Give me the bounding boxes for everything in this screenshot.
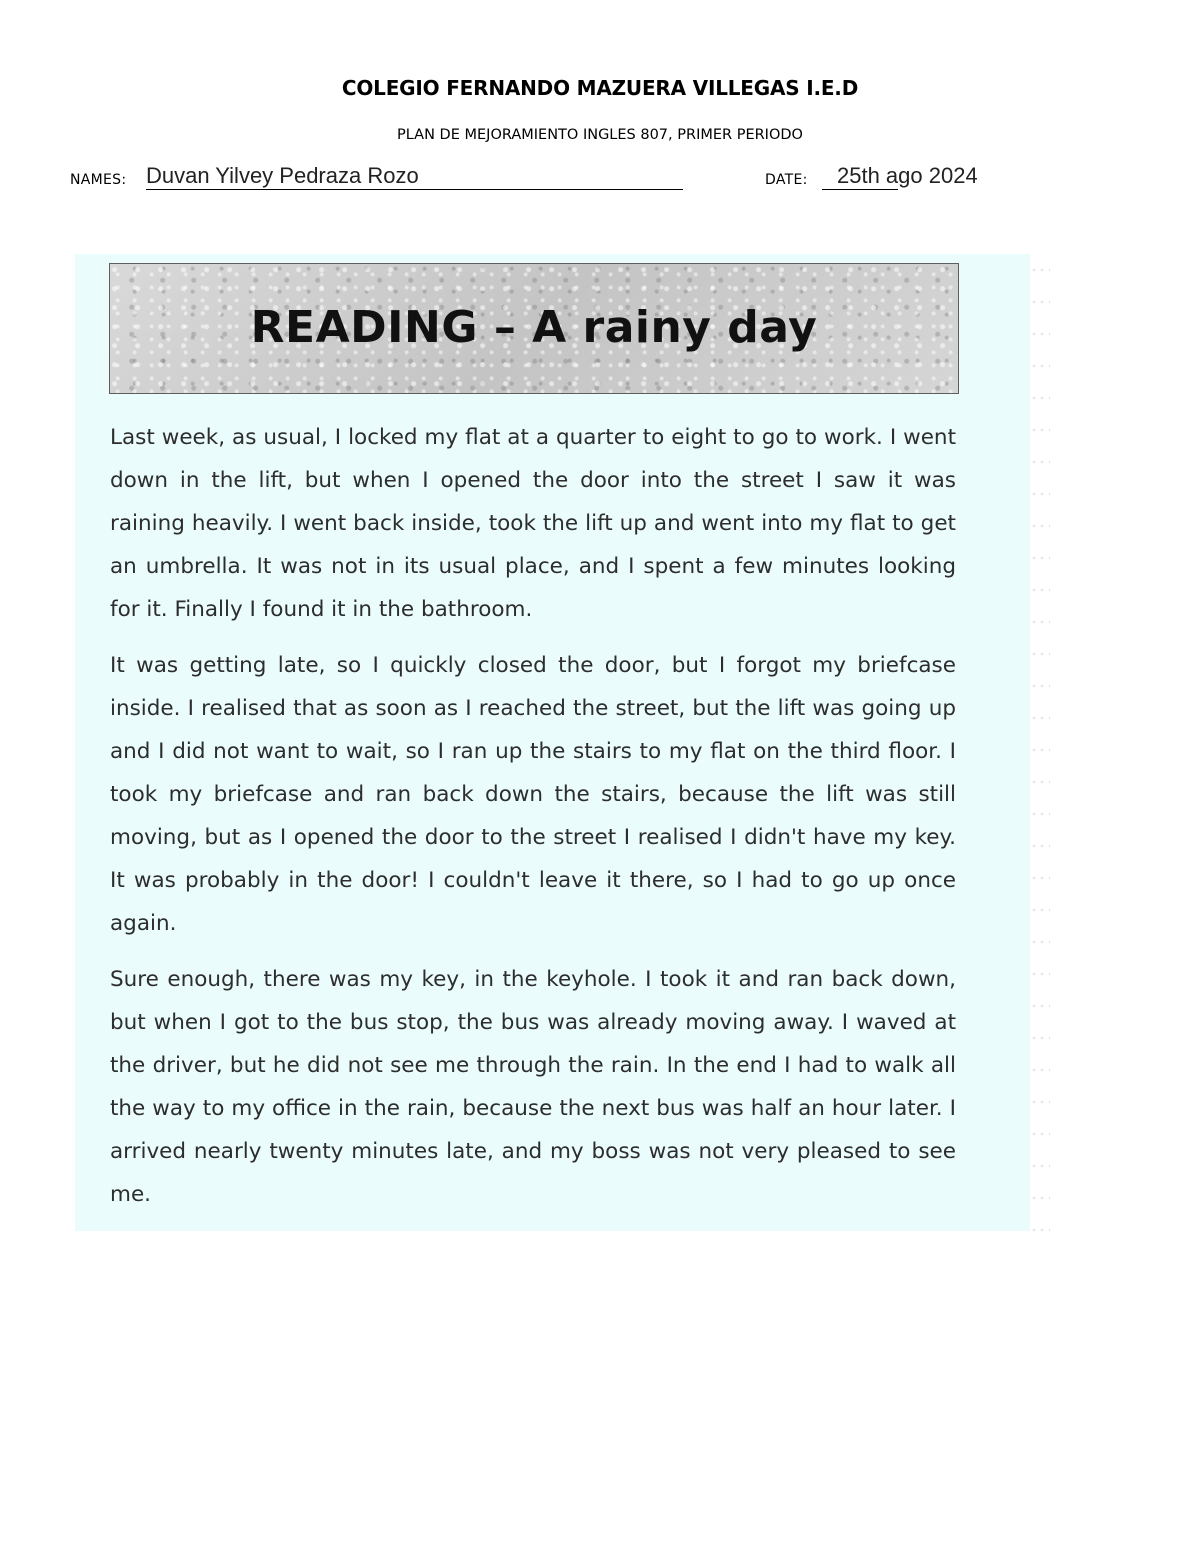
- plan-subtitle: PLAN DE MEJORAMIENTO INGLES 807, PRIMER PERIODO: [397, 127, 803, 143]
- names-field[interactable]: Duvan Yilvey Pedraza Rozo: [146, 163, 683, 190]
- reading-paragraph-2: It was getting late, so I quickly closed the door, but I forgot my briefcase inside. I realised that as soon as I reached the street, but the lift was going up and I did not want to wait, so I ran up the stairs to my flat on the third floor. I took my briefcase and ran back down the stairs, because the lift was still moving, but as I opened the door to the street I realised I didn't have my key. It was probably in the door! I couldn't leave it there, so I had to go up once again.: [110, 653, 956, 936]
- date-underline: [822, 189, 898, 190]
- reading-title: READING – A rainy day: [250, 302, 818, 353]
- date-label: DATE:: [765, 172, 808, 188]
- reading-paragraph-3: Sure enough, there was my key, in the keyhole. I took it and ran back down, but when I got to the bus stop, the bus was already moving away. I waved at the driver, but he did not see me through the rain. In the end I had to walk all the way to my office in the rain, because the next bus was half an hour later. I arrived nearly twenty minutes late, and my boss was not very pleased to see me.: [110, 967, 956, 1207]
- school-title: COLEGIO FERNANDO MAZUERA VILLEGAS I.E.D: [341, 76, 859, 100]
- dotted-margin: [1030, 254, 1050, 1231]
- date-field[interactable]: 25th ago 2024: [837, 163, 978, 188]
- names-label: NAMES:: [70, 172, 127, 188]
- reading-paragraph-1: Last week, as usual, I locked my flat at a quarter to eight to go to work. I went down in the lift, but when I opened the door into the street I saw it was raining heavily. I went back inside, took the lift up and went into my flat to get an umbrella. It was not in its usual place, and I spent a few minutes looking for it. Finally I found it in the bathroom.: [110, 425, 956, 622]
- reading-banner: [109, 263, 959, 394]
